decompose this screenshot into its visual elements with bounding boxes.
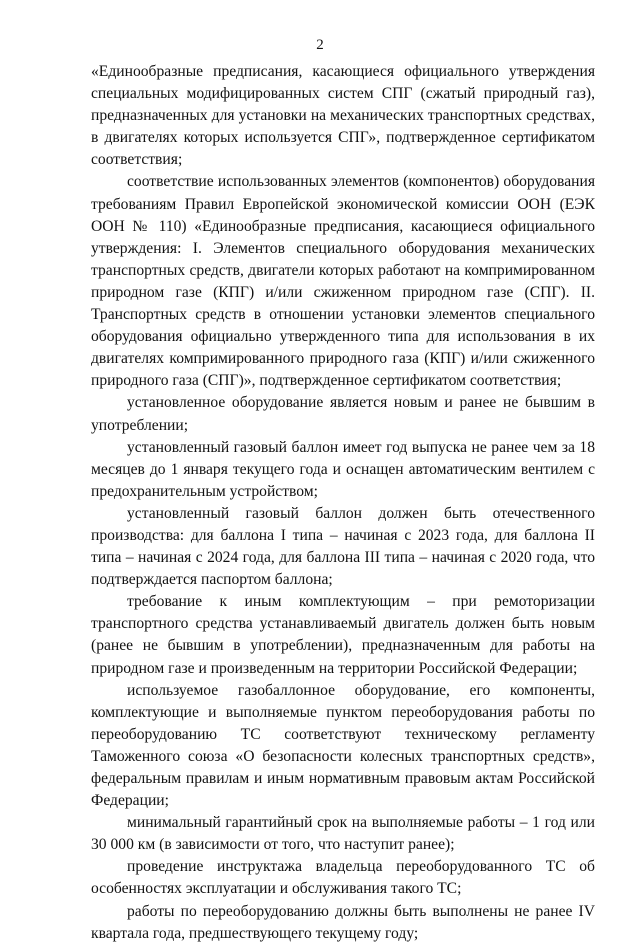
page-number: 2 <box>316 37 324 53</box>
paragraph-warranty: минимальный гарантийный срок на выполняемые работы – 1 год или 30 000 км (в зависимости от того, что наступит ранее); <box>91 814 595 854</box>
paragraph-regulation-compliance: используемое газобаллонное оборудование, его компоненты, комплектующие и выполняемые пунктом переоборудования работы по переоборудованию ТС соответствуют техническому регламенту Таможенного союза «О безопасности колесных транспортных средств», федеральным правилам и иным нормативным правовым актам Российской Федерации; <box>91 681 595 810</box>
paragraph-other-components: требование к иным комплектующим – при ремоторизации транспортного средства устанавливаемый двигатель должен быть новым (ранее не бывшим в употреблении), предназначенным для работы на природном газе и произведенным на территории Российской Федерации; <box>91 593 595 677</box>
document-body <box>91 61 595 945</box>
paragraph-work-timing: работы по переоборудованию должны быть выполнены не ранее IV квартала года, предшествующего текущему году; <box>91 902 595 942</box>
paragraph-continuation: «Единообразные предписания, касающиеся официального утверждения специальных модифицированных систем СПГ (сжатый природный газ), предназначенных для установки на механических транспортных средствах, в двигателях которых используется СПГ», подтвержденное сертификатом соответствия; <box>91 63 595 169</box>
paragraph-owner-briefing: проведение инструктажа владельца переоборудованного ТС об особенностях эксплуатации и обслуживания такого ТС; <box>91 858 595 898</box>
paragraph-domestic-cylinder: установленный газовый баллон должен быть отечественного производства: для баллона I типа – начиная с 2023 года, для баллона II типа – начиная с 2024 года, для баллона III типа – начиная с 2020 года, что подтверждается паспортом баллона; <box>91 504 595 589</box>
paragraph-new-equipment: установленное оборудование является новым и ранее не бывшим в употреблении; <box>91 394 595 434</box>
paragraph-cylinder-year: установленный газовый баллон имеет год выпуска не ранее чем за 18 месяцев до 1 января текущего года и оснащен автоматическим вентилем с предохранительным устройством; <box>91 438 595 500</box>
paragraph-components-compliance: соответствие использованных элементов (компонентов) оборудования требованиям Правил Европейской экономической комиссии ООН (ЕЭК ООН № 110) «Единообразные предписания, касающиеся официального утверждения: I. Элементов специального оборудования механических транспортных средств, двигатели которых работают на компримированном природном газе (КПГ) и/или сжиженном природном газе (СПГ). II. Транспортных средств в отношении установки элементов специального оборудования официально утвержденного типа для использования в их двигателях компримированного природного газа (КПГ) и/или сжиженного природного газа (СПГ)», подтвержденное сертификатом соответствия; <box>91 173 595 390</box>
